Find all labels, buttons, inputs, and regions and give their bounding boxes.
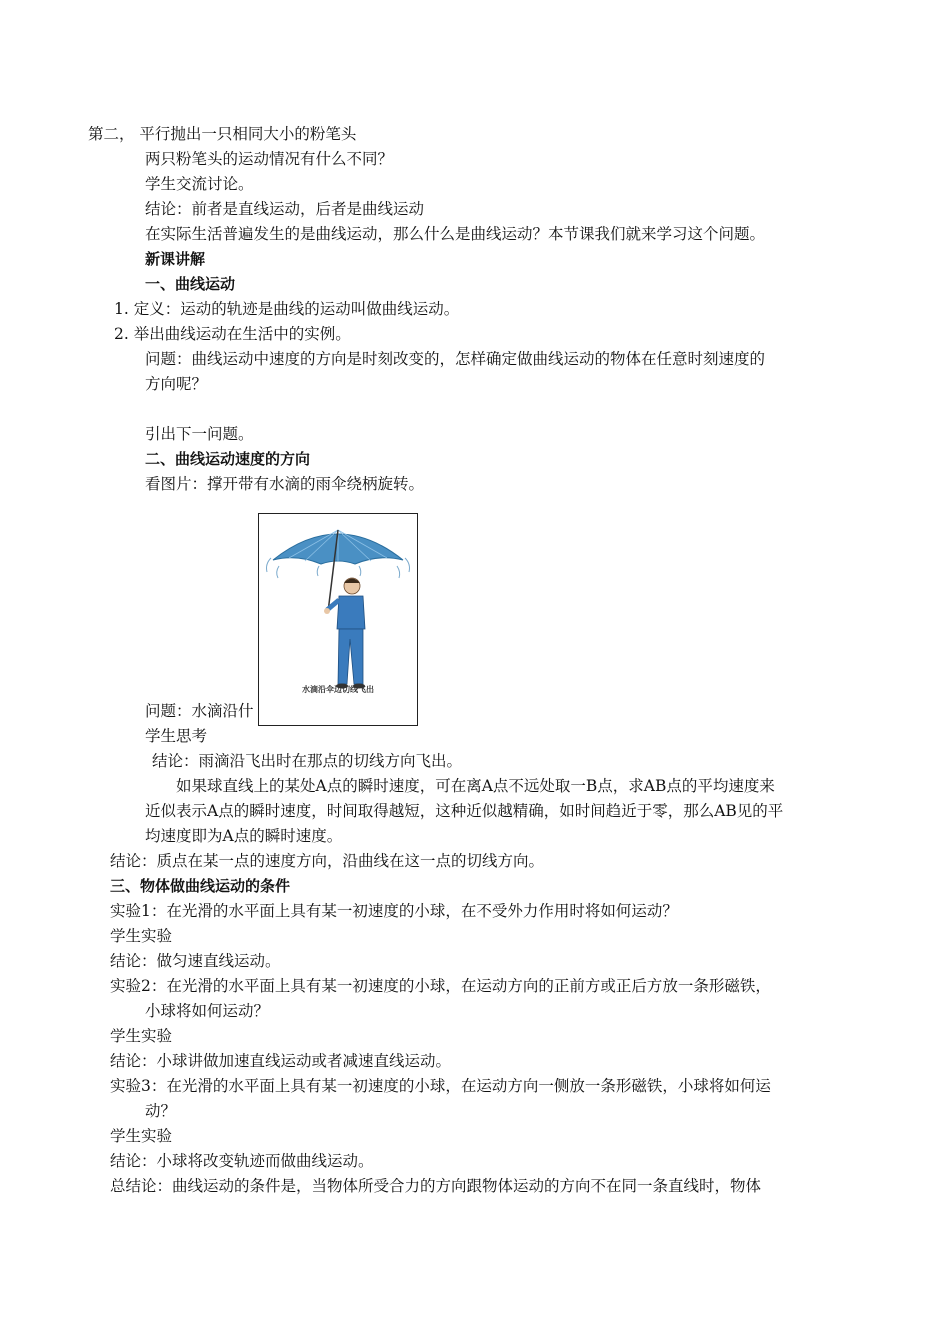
text-line: 近似表示A点的瞬时速度，时间取得越短，这种近似越精确，如时间趋近于零，那么AB见的平 — [145, 802, 784, 820]
text-line: 实验3：在光滑的水平面上具有某一初速度的小球，在运动方向一侧放一条形磁铁，小球将如何运 — [110, 1077, 771, 1095]
text-line: 学生交流讨论。 — [145, 175, 254, 193]
section-heading: 二、曲线运动速度的方向 — [145, 450, 311, 468]
text-line: 问题：曲线运动中速度的方向是时刻改变的，怎样确定做曲线运动的物体在任意时刻速度的 — [145, 350, 766, 368]
text-line: 在实际生活普遍发生的是曲线运动，那么什么是曲线运动？本节课我们就来学习这个问题。 — [145, 225, 766, 243]
text-line: 如果球直线上的某处A点的瞬时速度，可在离A点不远处取一B点，求AB点的平均速度来 — [176, 777, 775, 795]
text-line: 结论：雨滴沿飞出时在那点的切线方向飞出。 — [152, 752, 463, 770]
text-line: 学生实验 — [110, 1127, 173, 1145]
text-line: 小球将如何运动？ — [145, 1002, 270, 1020]
figure-caption: 水滴沿伞边切线飞出 — [302, 685, 374, 694]
text-line: 总结论：曲线运动的条件是，当物体所受合力的方向跟物体运动的方向不在同一条直线时，物体 — [110, 1177, 762, 1195]
text-line: 方向呢？ — [145, 375, 208, 393]
text-line: 结论：小球将改变轨迹而做曲线运动。 — [110, 1152, 374, 1170]
section-heading: 新课讲解 — [145, 250, 206, 268]
section-heading: 一、曲线运动 — [145, 275, 236, 293]
numbered-item: 2. 举出曲线运动在生活中的实例。 — [114, 325, 351, 343]
umbrella-figure — [258, 513, 418, 726]
text-line: 第二， 平行抛出一只相同大小的粉笔头 — [88, 125, 357, 143]
text-line: 实验1：在光滑的水平面上具有某一初速度的小球，在不受外力作用时将如何运动？ — [110, 902, 678, 920]
text-line: 看图片：撑开带有水滴的雨伞绕柄旋转。 — [145, 475, 425, 493]
text-line: 学生思考 — [145, 727, 208, 745]
text-line: 实验2：在光滑的水平面上具有某一初速度的小球，在运动方向的正前方或正后方放一条形磁铁， — [110, 977, 771, 995]
text-line: 问题：水滴沿什 — [145, 702, 254, 720]
numbered-item: 1. 定义：运动的轨迹是曲线的运动叫做曲线运动。 — [114, 300, 460, 318]
text-line: 引出下一问题。 — [145, 425, 254, 443]
section-heading: 三、物体做曲线运动的条件 — [110, 877, 291, 895]
text-line: 结论：小球讲做加速直线运动或者减速直线运动。 — [110, 1052, 452, 1070]
text-line: 均速度即为A点的瞬时速度。 — [145, 827, 343, 845]
text-line: 学生实验 — [110, 927, 173, 945]
text-line: 结论：前者是直线运动，后者是曲线运动 — [145, 200, 425, 218]
text-line: 学生实验 — [110, 1027, 173, 1045]
text-line: 结论：做匀速直线运动。 — [110, 952, 281, 970]
text-line: 结论：质点在某一点的速度方向，沿曲线在这一点的切线方向。 — [110, 852, 545, 870]
text-line: 动？ — [145, 1102, 177, 1120]
text-line: 两只粉笔头的运动情况有什么不同？ — [145, 150, 394, 168]
